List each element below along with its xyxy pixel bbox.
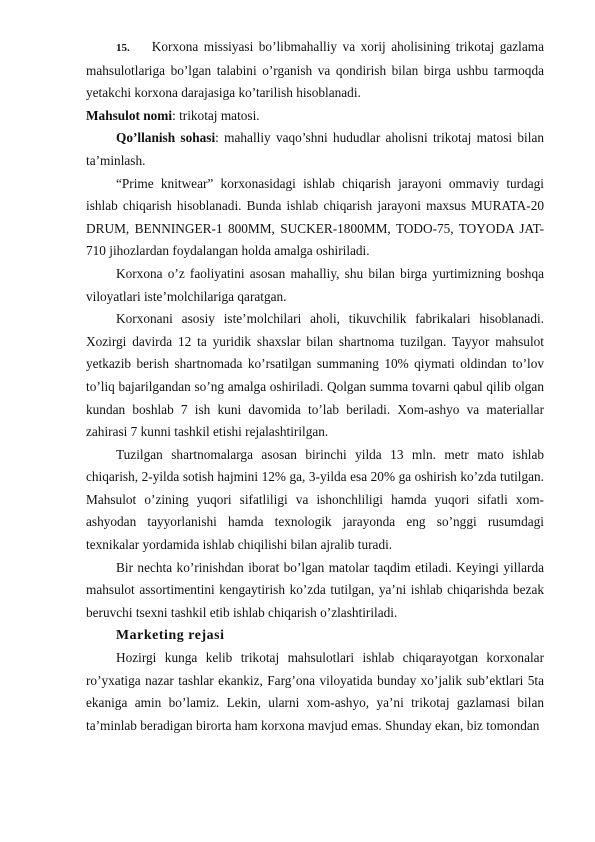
usage-area-value: : mahalliy vaqo’shni hududlar aholisni trikotaj matosi bilan ta’minlash. [86,130,544,168]
product-name-label: Mahsulot nomi [86,107,173,123]
usage-area-paragraph [86,127,544,172]
mission-paragraph [86,36,544,105]
consumers-paragraph: Korxonani asosiy iste’molchilari aholi, tikuvchilik fabrikalari hisoblanadi. Xozirgi davirda 12 ta yuridik shaxslar bilan shartnoma tuzilgan. Tayyor mahsulot yetkazib berish shartnomada ko’rsatilgan summaning 10% qiymati oldindan to’lov to’liq bajarilgandan so’ng amalga oshiriladi. Qolgan summa tovarni qabul qilib olgan kundan boshlab 7 ish kuni davomida to’lab beriladi. Xom-ashyo va materiallar zahirasi 7 kunni tashkil etishi rejalashtirilgan. [86,311,544,440]
marketing-paragraph: Hozirgi kunga kelib trikotaj mahsulotlari ishlab chiqarayotgan korxonalar ro’yxatiga nazar tashlar ekankiz, Farg’ona viloyatida bunday xo’jalik sub’ektlari 5ta ekaniga amin bo’lamiz. Lekin, ularni xom-ashyo, ya’ni trikotaj gazlamasi bilan ta’minlab beradigan birorta ham korxona mavjud emas. Shunday ekan, biz tomondan [86,650,544,733]
product-name-line [86,105,544,128]
marketing-heading: Marketing rejasi [116,627,225,643]
usage-area-label: Qo’llanish sohasi [116,130,216,146]
mission-text: Korxona missiyasi bo’libmahalliy va xorij aholisining trikotaj gazlama mahsulotlariga bo’lgan talabini o’rganish va qondirish bilan birga ushbu tarmoqda yetakchi korxona darajasiga ko’tarilish hisoblanadi. [86,39,544,101]
section-number: 15. [116,42,130,54]
market-focus-paragraph: Korxona o’z faoliyatini asosan mahalliy, shu bilan birga yurtimizning boshqa viloyatlari iste’molchilariga qaratgan. [86,265,544,304]
production-process-paragraph: “Prime knitwear” korxonasidagi ishlab chiqarish jarayoni ommaviy turdagi ishlab chiqarish hisoblanadi. Bunda ishlab chiqarish jarayoni maxsus MURATA-20 DRUM, BENNINGER-1 800MM, SUCKER-1800MM, TODO-75, TOYODA JAT-710 jihozlardan foydalangan holda amalga oshiriladi. [86,175,544,259]
product-name-value: : trikotaj matosi. [172,107,260,123]
contracts-paragraph: Tuzilgan shartnomalarga asosan birinchi yilda 13 mln. metr mato ishlab chiqarish, 2-yilda sotish hajmini 12% ga, 3-yilda esa 20% ga oshirish ko’zda tutilgan. Mahsulot o’zining yuqori sifatliligi va ishonchliligi hamda yuqori sifatli xom-ashyodan tayyorlanishi hamda texnologik jarayonda eng so’nggi rusumdagi texnikalar yordamida ishlab chiqilishi bilan ajralib turadi. [86,446,544,553]
assortment-paragraph: Bir nechta ko’rinishdan iborat bo’lgan matolar taqdim etiladi. Keyingi yillarda mahsulot assortimentini kengaytirish ko’zda tutilgan, ya’ni ishlab chiqarishda bezak beruvchi tsexni tashkil etib ishlab chiqarish o’zlashtiriladi. [86,559,544,620]
document-page [86,36,544,737]
